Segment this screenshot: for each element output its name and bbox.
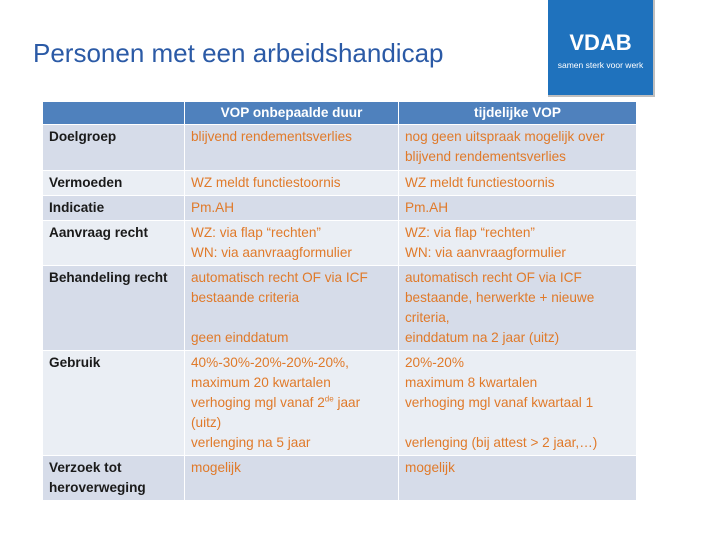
cell-text: [405, 433, 630, 453]
row-label-line: Verzoek tot: [49, 460, 122, 475]
cell-text-part: kwartaal 1: [531, 395, 594, 410]
cell-tijdelijke-vop: [399, 221, 637, 266]
logo-wordmark: VDAB: [569, 30, 632, 55]
cell-text: mogelijk: [191, 460, 241, 475]
cell-text-part: verlenging: [405, 435, 472, 450]
row-label: Aanvraag recht: [43, 221, 185, 266]
cell-text: 20%-20%: [405, 355, 464, 370]
vdab-logo: [548, 0, 655, 97]
cell-text-part: (bij attest > 2 jaar,…): [471, 435, 598, 450]
header-empty-cell: [43, 102, 185, 125]
cell-text: blijvend rendementsverlies: [191, 129, 352, 144]
cell-tijdelijke-vop: [399, 456, 637, 501]
cell-tijdelijke-vop: [399, 125, 637, 171]
cell-vop-onbepaald: [185, 351, 399, 456]
cell-text: maximum 20 kwartalen: [191, 375, 331, 390]
slide-title: Personen met een arbeidshandicap: [33, 38, 444, 68]
table-row-indicatie: [43, 196, 637, 221]
cell-tijdelijke-vop: [399, 196, 637, 221]
cell-text: mogelijk: [405, 460, 455, 475]
cell-tijdelijke-vop: [399, 351, 637, 456]
cell-text: (uitz): [191, 415, 222, 430]
table-row-vermoeden: [43, 171, 637, 196]
cell-tijdelijke-vop: [399, 266, 637, 351]
row-label: Behandeling recht: [43, 266, 185, 351]
row-label: Indicatie: [43, 196, 185, 221]
cell-text-part: jaar: [333, 395, 361, 410]
logo-tagline: samen sterk voor werk: [557, 60, 644, 70]
superscript: de: [324, 394, 334, 404]
table-row-gebruik: [43, 351, 637, 456]
cell-text: WZ: via flap “rechten”: [191, 225, 321, 240]
cell-text: nog geen uitspraak mogelijk over: [405, 129, 605, 144]
cell-vop-onbepaald: [185, 456, 399, 501]
cell-text-part: verhoging mgl vanaf: [405, 395, 532, 410]
cell-text: 40%-30%-20%-20%-20%,: [191, 355, 349, 370]
cell-text: geen einddatum: [191, 330, 289, 345]
table-header-row: [43, 102, 637, 125]
row-label: Vermoeden: [43, 171, 185, 196]
cell-vop-onbepaald: [185, 196, 399, 221]
cell-tijdelijke-vop: [399, 171, 637, 196]
cell-text: WZ meldt functiestoornis: [191, 175, 341, 190]
cell-text: [191, 393, 392, 413]
cell-text: maximum 8 kwartalen: [405, 375, 538, 390]
cell-text: automatisch recht OF via ICF: [191, 270, 368, 285]
table-row-behandeling-recht: [43, 266, 637, 351]
row-label: Doelgroep: [43, 125, 185, 171]
cell-text: verlenging na 5 jaar: [191, 435, 311, 450]
header-vop-onbepaalde-duur: VOP onbepaalde duur: [185, 102, 399, 125]
cell-text: bestaande, herwerkte + nieuwe: [405, 290, 595, 305]
cell-text-part: verhoging mgl vanaf 2: [191, 395, 325, 410]
table-row-aanvraag-recht: [43, 221, 637, 266]
cell-text: bestaande criteria: [191, 290, 300, 305]
cell-vop-onbepaald: [185, 125, 399, 171]
cell-vop-onbepaald: [185, 266, 399, 351]
cell-vop-onbepaald: [185, 171, 399, 196]
cell-text: [405, 393, 630, 413]
cell-text: automatisch recht OF via ICF: [405, 270, 582, 285]
row-label-line: heroverweging: [49, 480, 146, 495]
row-label: [43, 456, 185, 501]
header-tijdelijke-vop: tijdelijke VOP: [399, 102, 637, 125]
comparison-table: [42, 101, 637, 501]
table-row-doelgroep: [43, 125, 637, 171]
cell-text: blijvend rendementsverlies: [405, 149, 566, 164]
cell-text: Pm.AH: [405, 200, 449, 215]
cell-text: WZ meldt functiestoornis: [405, 175, 555, 190]
row-label: Gebruik: [43, 351, 185, 456]
cell-text: WN: via aanvraagformulier: [405, 245, 566, 260]
table-row-verzoek-tot-heroverweging: [43, 456, 637, 501]
cell-text: WN: via aanvraagformulier: [191, 245, 352, 260]
cell-text: criteria,: [405, 310, 450, 325]
cell-vop-onbepaald: [185, 221, 399, 266]
cell-text: einddatum na 2 jaar (uitz): [405, 330, 560, 345]
cell-text: Pm.AH: [191, 200, 235, 215]
cell-text: WZ: via flap “rechten”: [405, 225, 535, 240]
